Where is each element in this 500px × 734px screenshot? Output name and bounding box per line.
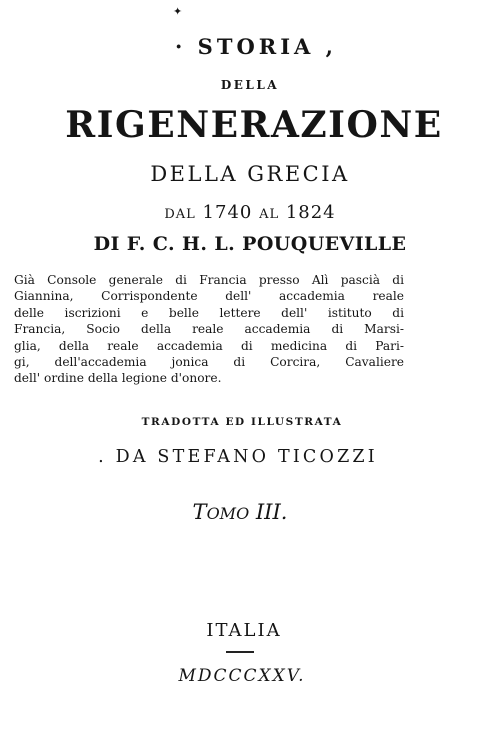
title-della: DELLA — [220, 78, 280, 92]
title-della-grecia: DELLA GRECIA — [150, 162, 350, 186]
description-line: gi, dell'accademia jonica di Corcira, Cavaliere — [14, 354, 404, 369]
description-line: dell' ordine della legione d'onore. — [14, 371, 222, 386]
description-line: Giannina, Corrispondente dell' accademia reale — [14, 289, 404, 304]
translator-line: . DA STEFANO TICOZZI — [98, 447, 378, 467]
description-line: Già Console generale di Francia presso Alì pascià di — [14, 273, 404, 287]
description-line: Francia, Socio della reale accademia di Marsi- — [14, 322, 404, 337]
volume-label — [0, 500, 490, 524]
volume-word: OMO — [206, 504, 250, 523]
imprint-year: MDCCCXXV. — [178, 666, 306, 686]
imprint-place: ITALIA — [206, 620, 282, 641]
title-dates: dal 1740 al 1824 — [164, 202, 336, 223]
author-description — [14, 272, 404, 387]
volume-initial: T — [192, 500, 207, 524]
volume-number: III. — [249, 500, 288, 524]
divider — [226, 651, 254, 653]
translation-label: TRADOTTA ED ILLUSTRATA — [141, 416, 343, 428]
ornament-icon: ✦ — [173, 5, 183, 18]
author-line: DI F. C. H. L. POUQUEVILLE — [93, 233, 407, 255]
description-line: delle iscrizioni e belle lettere dell' istituto di — [14, 305, 404, 320]
title-storia: · STORIA , — [175, 34, 337, 59]
title-rigenerazione: RIGENERAZIONE — [65, 104, 443, 146]
description-line: glia, della reale accademia di medicina di Pari- — [14, 338, 404, 353]
